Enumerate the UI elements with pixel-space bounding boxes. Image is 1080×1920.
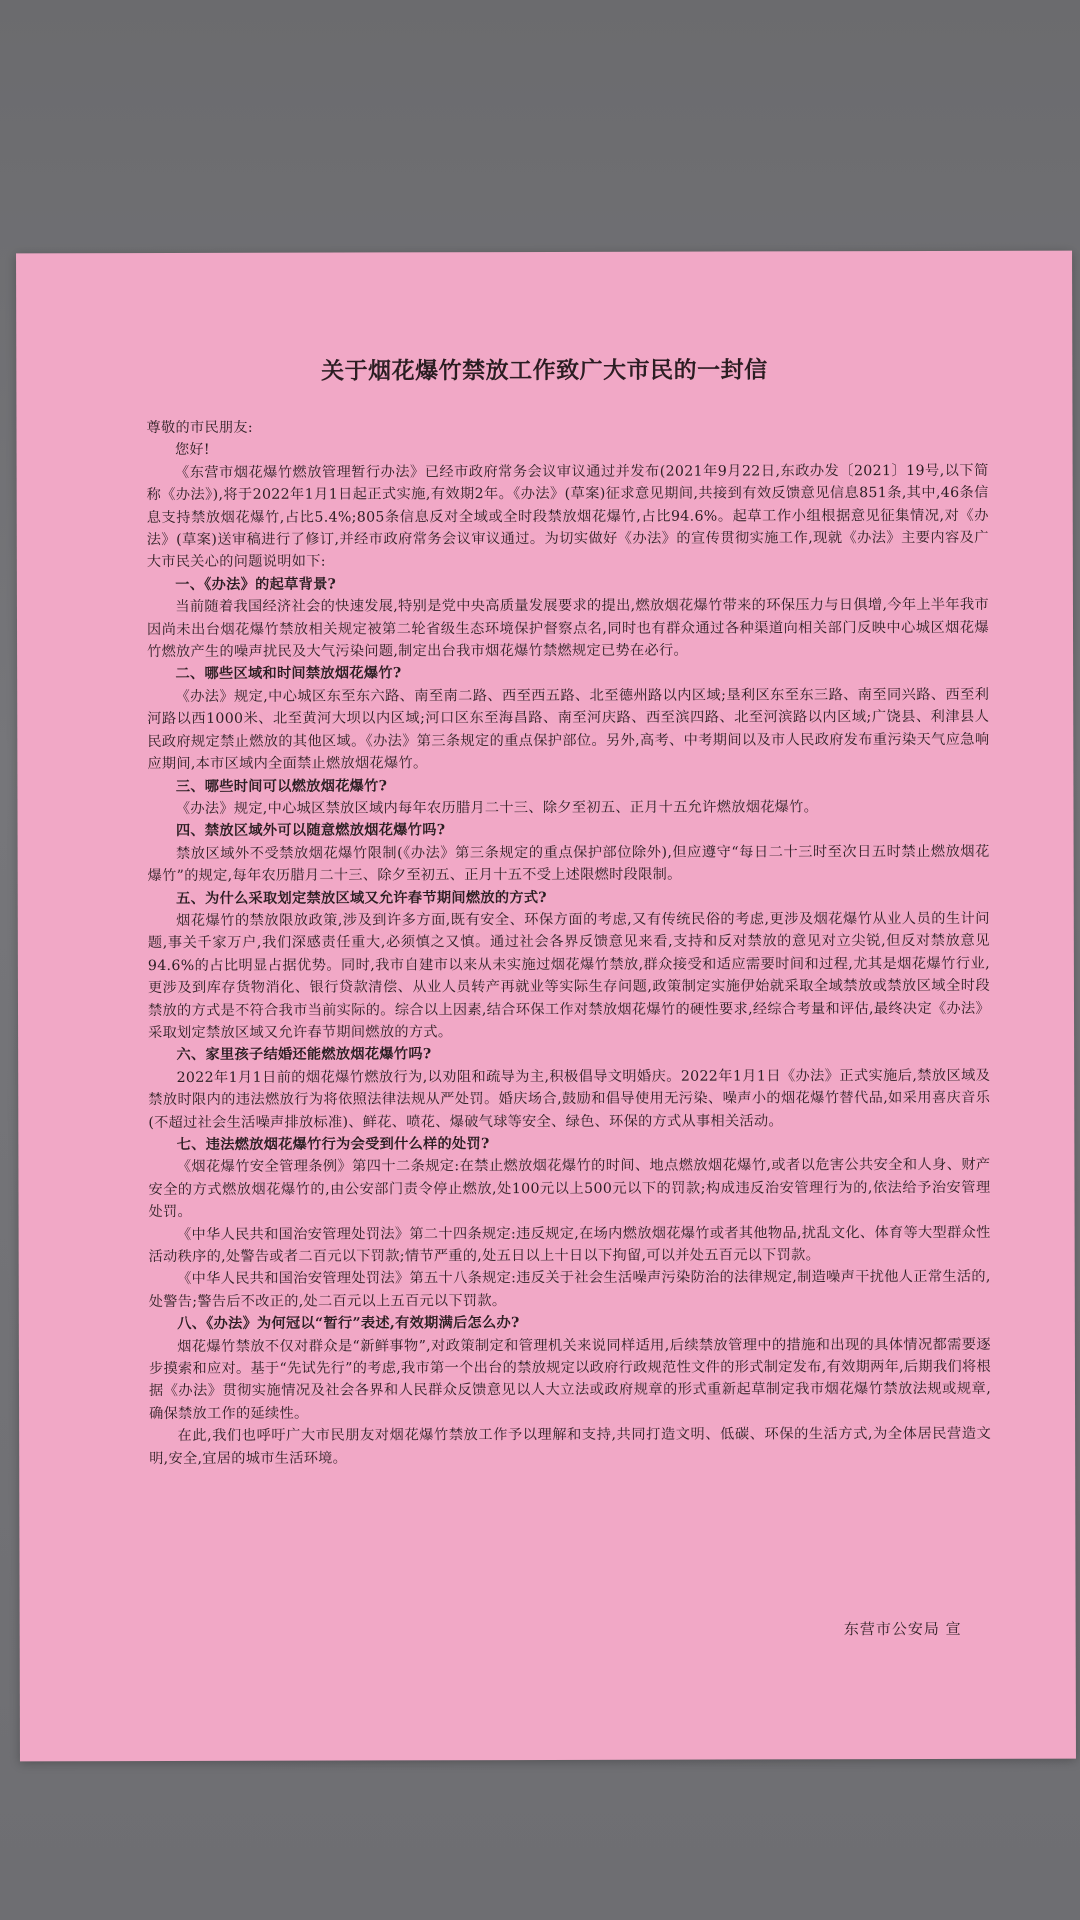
section-paragraph: 《办法》规定,中心城区东至东六路、南至南二路、西至西五路、北至德州路以内区域;垦利区东至东三路、南至同兴路、西至利河路以西1000米、北至黄河大坝以内区域;河口区东至海昌路、南至河庆路、西至滨四路、北至河滨路以内区域;广饶县、利津县人民政府规定禁止燃放的其他区域。《办法》第三条规定的重点保护部位。另外,高考、中考期间以及市人民政府发布重污染天气应急响应期间,本市区域内全面禁止燃放烟花爆竹。: [147, 686, 990, 773]
salutation: 尊敬的市民朋友:: [146, 419, 254, 437]
section-heading: 五、为什么采取划定禁放区域又允许春节期间燃放的方式?: [176, 889, 547, 907]
letter-title: 关于烟花爆竹禁放工作致广大市民的一封信: [321, 356, 768, 385]
greeting: 您好!: [174, 442, 210, 459]
letter-body: [146, 415, 991, 1470]
section-heading: 三、哪些时间可以燃放烟花爆竹?: [175, 777, 388, 795]
section-heading: 四、禁放区域外可以随意燃放烟花爆竹吗?: [175, 822, 446, 840]
letter-paper: [16, 251, 1076, 1762]
section-paragraph: 《中华人民共和国治安管理处罚法》第二十四条规定:违反规定,在场内燃放烟花爆竹或者其他物品,扰乱文化、体育等大型群众性活动秩序的,处警告或者二百元以下罚款;情节严重的,处五日以上十日以下拘留,可以并处五百元以下罚款。: [148, 1224, 991, 1266]
section-heading: 七、违法燃放烟花爆竹行为会受到什么样的处罚?: [176, 1136, 490, 1153]
intro-paragraph: 《东营市烟花爆竹燃放管理暂行办法》已经市政府常务会议审议通过并发布(2021年9月22日,东政办发〔2021〕19号,以下简称《办法》),将于2022年1月1日起正式实施,有效期2年。《办法》(草案)征求意见期间,共接到有效反馈意见信息851条,其中,46条信息支持禁放烟花爆竹,占比5.4%;805条信息反对全域或全时段禁放烟花爆竹,占比94.6%。起草工作小组根据意见征集情况,对《办法》(草案)送审稿进行了修订,并经市政府常务会议审议通过。为切实做好《办法》的宣传贯彻实施工作,现就《办法》主要内容及广大市民关心的问题说明如下:: [146, 462, 989, 571]
section-paragraph: 烟花爆竹禁放不仅对群众是“新鲜事物”,对政策制定和管理机关来说同样适用,后续禁放管理中的措施和出现的具体情况都需要逐步摸索和应对。基于“先试先行”的考虑,我市第一个出台的禁放规定以政府行政规范性文件的形式制定发布,有效期两年,后期我们将根据《办法》贯彻实施情况及社会各界和人民群众反馈意见以人大立法或政府规章的形式重新起草制定我市烟花爆竹禁放法规或规章,确保禁放工作的延续性。: [148, 1336, 992, 1422]
section-paragraph: 《中华人民共和国治安管理处罚法》第五十八条规定:违反关于社会生活噪声污染防治的法律规定,制造噪声干扰他人正常生活的,处警告;警告后不改正的,处二百元以上五百元以下罚款。: [148, 1269, 991, 1310]
section-heading: 六、家里孩子结婚还能燃放烟花爆竹吗?: [176, 1046, 432, 1064]
section-paragraph: 当前随着我国经济社会的快速发展,特别是党中央高质量发展要求的提出,燃放烟花爆竹带来的环保压力与日俱增,今年上半年我市因尚未出台烟花爆竹禁放相关规定被第二轮省级生态环境保护督察点名,同时也有群众通过各种渠道向相关部门反映中心城区烟花爆竹燃放产生的噪声扰民及大气污染问题,制定出台我市烟花爆竹禁燃规定已势在必行。: [146, 597, 990, 661]
section-heading: 八、《办法》为何冠以“暂行”表述,有效期满后怎么办?: [177, 1315, 520, 1333]
section-paragraph: 烟花爆竹的禁放限放政策,涉及到许多方面,既有安全、环保方面的考虑,又有传统民俗的考虑,更涉及烟花爆竹从业人员的生计问题,事关千家万户,我们深感责任重大,必须慎之又慎。通过社会各界反馈意见来看,支持和反对禁放的意见对立尖锐,但反对禁放意见94.6%的占比明显占据优势。同时,我市自建市以来从未实施过烟花爆竹禁放,群众接受和适应需要时间和过程,尤其是烟花爆竹行业,更涉及到库存货物消化、银行贷款清偿、从业人员转产再就业等实际生存问题,政策制定实施伊始就采取全域禁放或禁放区域全时段禁放的方式是不符合我市当前实际的。综合以上因素,结合环保工作对禁放烟花爆竹的硬性要求,经综合考量和评估,最终决定《办法》采取划定禁放区域又允许春节期间燃放的方式。: [147, 910, 991, 1042]
closing-paragraph: 在此,我们也呼吁广大市民朋友对烟花爆竹禁放工作予以理解和支持,共同打造文明、低碳、环保的生活方式,为全体居民营造文明,安全,宜居的城市生活环境。: [149, 1426, 992, 1467]
signature: 东营市公安局 宣: [843, 1619, 962, 1639]
section-paragraph: 禁放区域外不受禁放烟花爆竹限制(《办法》第三条规定的重点保护部位除外),但应遵守“每日二十三时至次日五时禁止燃放烟花爆竹”的规定,每年农历腊月二十三、除夕至初五、正月十五不受上述限燃时段限制。: [147, 843, 990, 885]
section-paragraph: 《办法》规定,中心城区禁放区域内每年农历腊月二十三、除夕至初五、正月十五允许燃放烟花爆竹。: [175, 799, 819, 817]
section-heading: 二、哪些区域和时间禁放烟花爆竹?: [175, 665, 402, 683]
section-heading: 一、《办法》的起草背景?: [175, 576, 337, 593]
section-paragraph: 2022年1月1日前的烟花爆竹燃放行为,以劝阻和疏导为主,积极倡导文明婚庆。2022年1月1日《办法》正式实施后,禁放区域及禁放时限内的违法燃放行为将依照法律法规从严处罚。婚庆场合,鼓励和倡导使用无污染、噪声小的烟花爆竹替代品,如采用喜庆音乐(不超过社会生活噪声排放标准)、鲜花、喷花、爆破气球等安全、绿色、环保的方式从事相关活动。: [148, 1067, 991, 1131]
section-paragraph: 《烟花爆竹安全管理条例》第四十二条规定:在禁止燃放烟花爆竹的时间、地点燃放烟花爆竹,或者以危害公共安全和人身、财产安全的方式燃放烟花爆竹的,由公安部门责令停止燃放,处100元以上500元以下的罚款;构成违反治安管理行为的,依法给予治安管理处罚。: [148, 1157, 991, 1221]
